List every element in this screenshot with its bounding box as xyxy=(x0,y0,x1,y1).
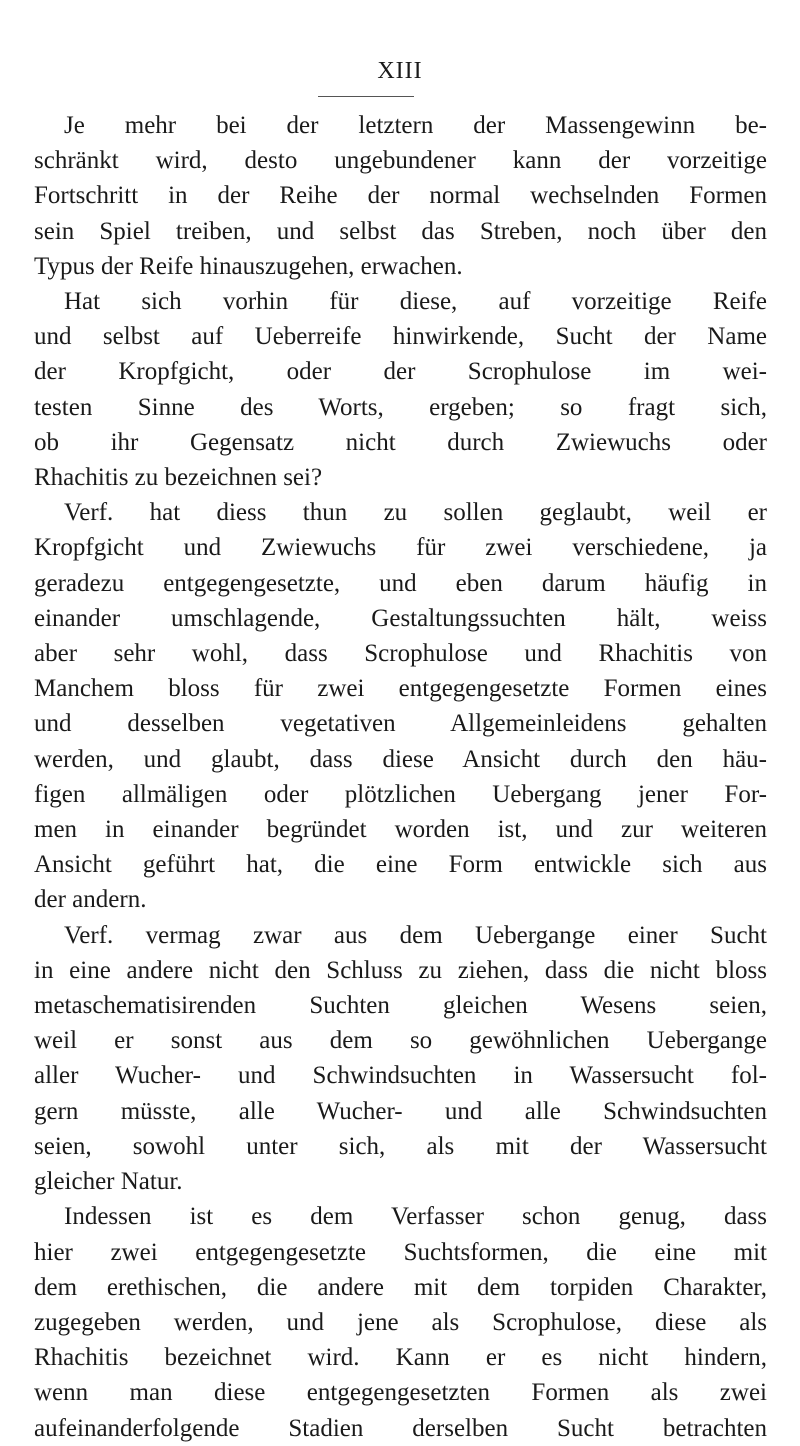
text-line: aufeinanderfolgende Stadien derselben Sucht betrachten xyxy=(34,1414,767,1442)
text-line: der andern. xyxy=(34,886,147,914)
text-line: geradezu entgegengesetzte, und eben darum häufig in xyxy=(34,569,767,597)
text-line: dem erethischen, die andere mit dem torpiden Charakter, xyxy=(34,1273,767,1301)
text-line: aller Wucher- und Schwindsuchten in Wassersucht fol- xyxy=(34,1062,767,1090)
text-line: wenn man diese entgegengesetzten Formen als zwei xyxy=(34,1379,767,1407)
text-line: Typus der Reife hinauszugehen, erwachen. xyxy=(34,252,463,280)
text-line: und desselben vegetativen Allgemeinleidens gehalten xyxy=(34,710,767,738)
text-line: metaschematisirenden Suchten gleichen Wesens seien, xyxy=(34,992,767,1020)
text-line: Verf. vermag zwar aus dem Uebergange einer Sucht xyxy=(64,921,767,949)
text-line: einander umschlagende, Gestaltungssuchten hält, weiss xyxy=(34,604,767,632)
text-line: sein Spiel treiben, und selbst das Streben, noch über den xyxy=(34,217,767,245)
text-line: aber sehr wohl, dass Scrophulose und Rhachitis von xyxy=(34,640,767,668)
text-line: Rhachitis bezeichnet wird. Kann er es nicht hindern, xyxy=(34,1344,767,1372)
header-rule xyxy=(318,96,414,97)
text-line: men in einander begründet worden ist, und zur weiteren xyxy=(34,816,767,844)
page-number: XIII xyxy=(377,58,423,84)
text-line: zugegeben werden, und jene als Scrophulose, diese als xyxy=(34,1308,767,1336)
text-line: in eine andere nicht den Schluss zu ziehen, dass die nicht bloss xyxy=(34,956,767,984)
body-text xyxy=(34,108,767,1446)
text-line: hier zwei entgegengesetzte Suchtsformen, die eine mit xyxy=(34,1238,767,1266)
text-line: Indessen ist es dem Verfasser schon genug, dass xyxy=(64,1203,767,1231)
text-line: Hat sich vorhin für diese, auf vorzeitige Reife xyxy=(64,288,767,316)
text-line: Ansicht geführt hat, die eine Form entwickle sich aus xyxy=(34,851,767,879)
text-line: gern müsste, alle Wucher- und alle Schwindsuchten xyxy=(34,1097,767,1125)
text-line: Fortschritt in der Reihe der normal wechselnden Formen xyxy=(34,182,767,210)
text-line: ob ihr Gegensatz nicht durch Zwiewuchs oder xyxy=(34,428,767,456)
text-line: Rhachitis zu bezeichnen sei? xyxy=(34,464,323,492)
text-line: testen Sinne des Worts, ergeben; so fragt sich, xyxy=(34,393,767,421)
text-line: Kropfgicht und Zwiewuchs für zwei verschiedene, ja xyxy=(34,534,767,562)
text-line: gleicher Natur. xyxy=(34,1168,183,1196)
text-line: Verf. hat diess thun zu sollen geglaubt, weil er xyxy=(64,499,767,527)
text-line: Manchem bloss für zwei entgegengesetzte Formen eines xyxy=(34,675,767,703)
text-line: werden, und glaubt, dass diese Ansicht durch den häu- xyxy=(34,745,767,773)
text-line: seien, sowohl unter sich, als mit der Wassersucht xyxy=(34,1132,767,1160)
text-line: und selbst auf Ueberreife hinwirkende, Sucht der Name xyxy=(34,323,767,351)
text-line: schränkt wird, desto ungebundener kann der vorzeitige xyxy=(34,147,767,175)
text-line: figen allmäligen oder plötzlichen Uebergang jener For- xyxy=(34,780,767,808)
text-line: weil er sonst aus dem so gewöhnlichen Uebergange xyxy=(34,1027,767,1055)
text-line: der Kropfgicht, oder der Scrophulose im wei- xyxy=(34,358,767,386)
text-line: Je mehr bei der letztern der Massengewinn be- xyxy=(64,112,767,139)
